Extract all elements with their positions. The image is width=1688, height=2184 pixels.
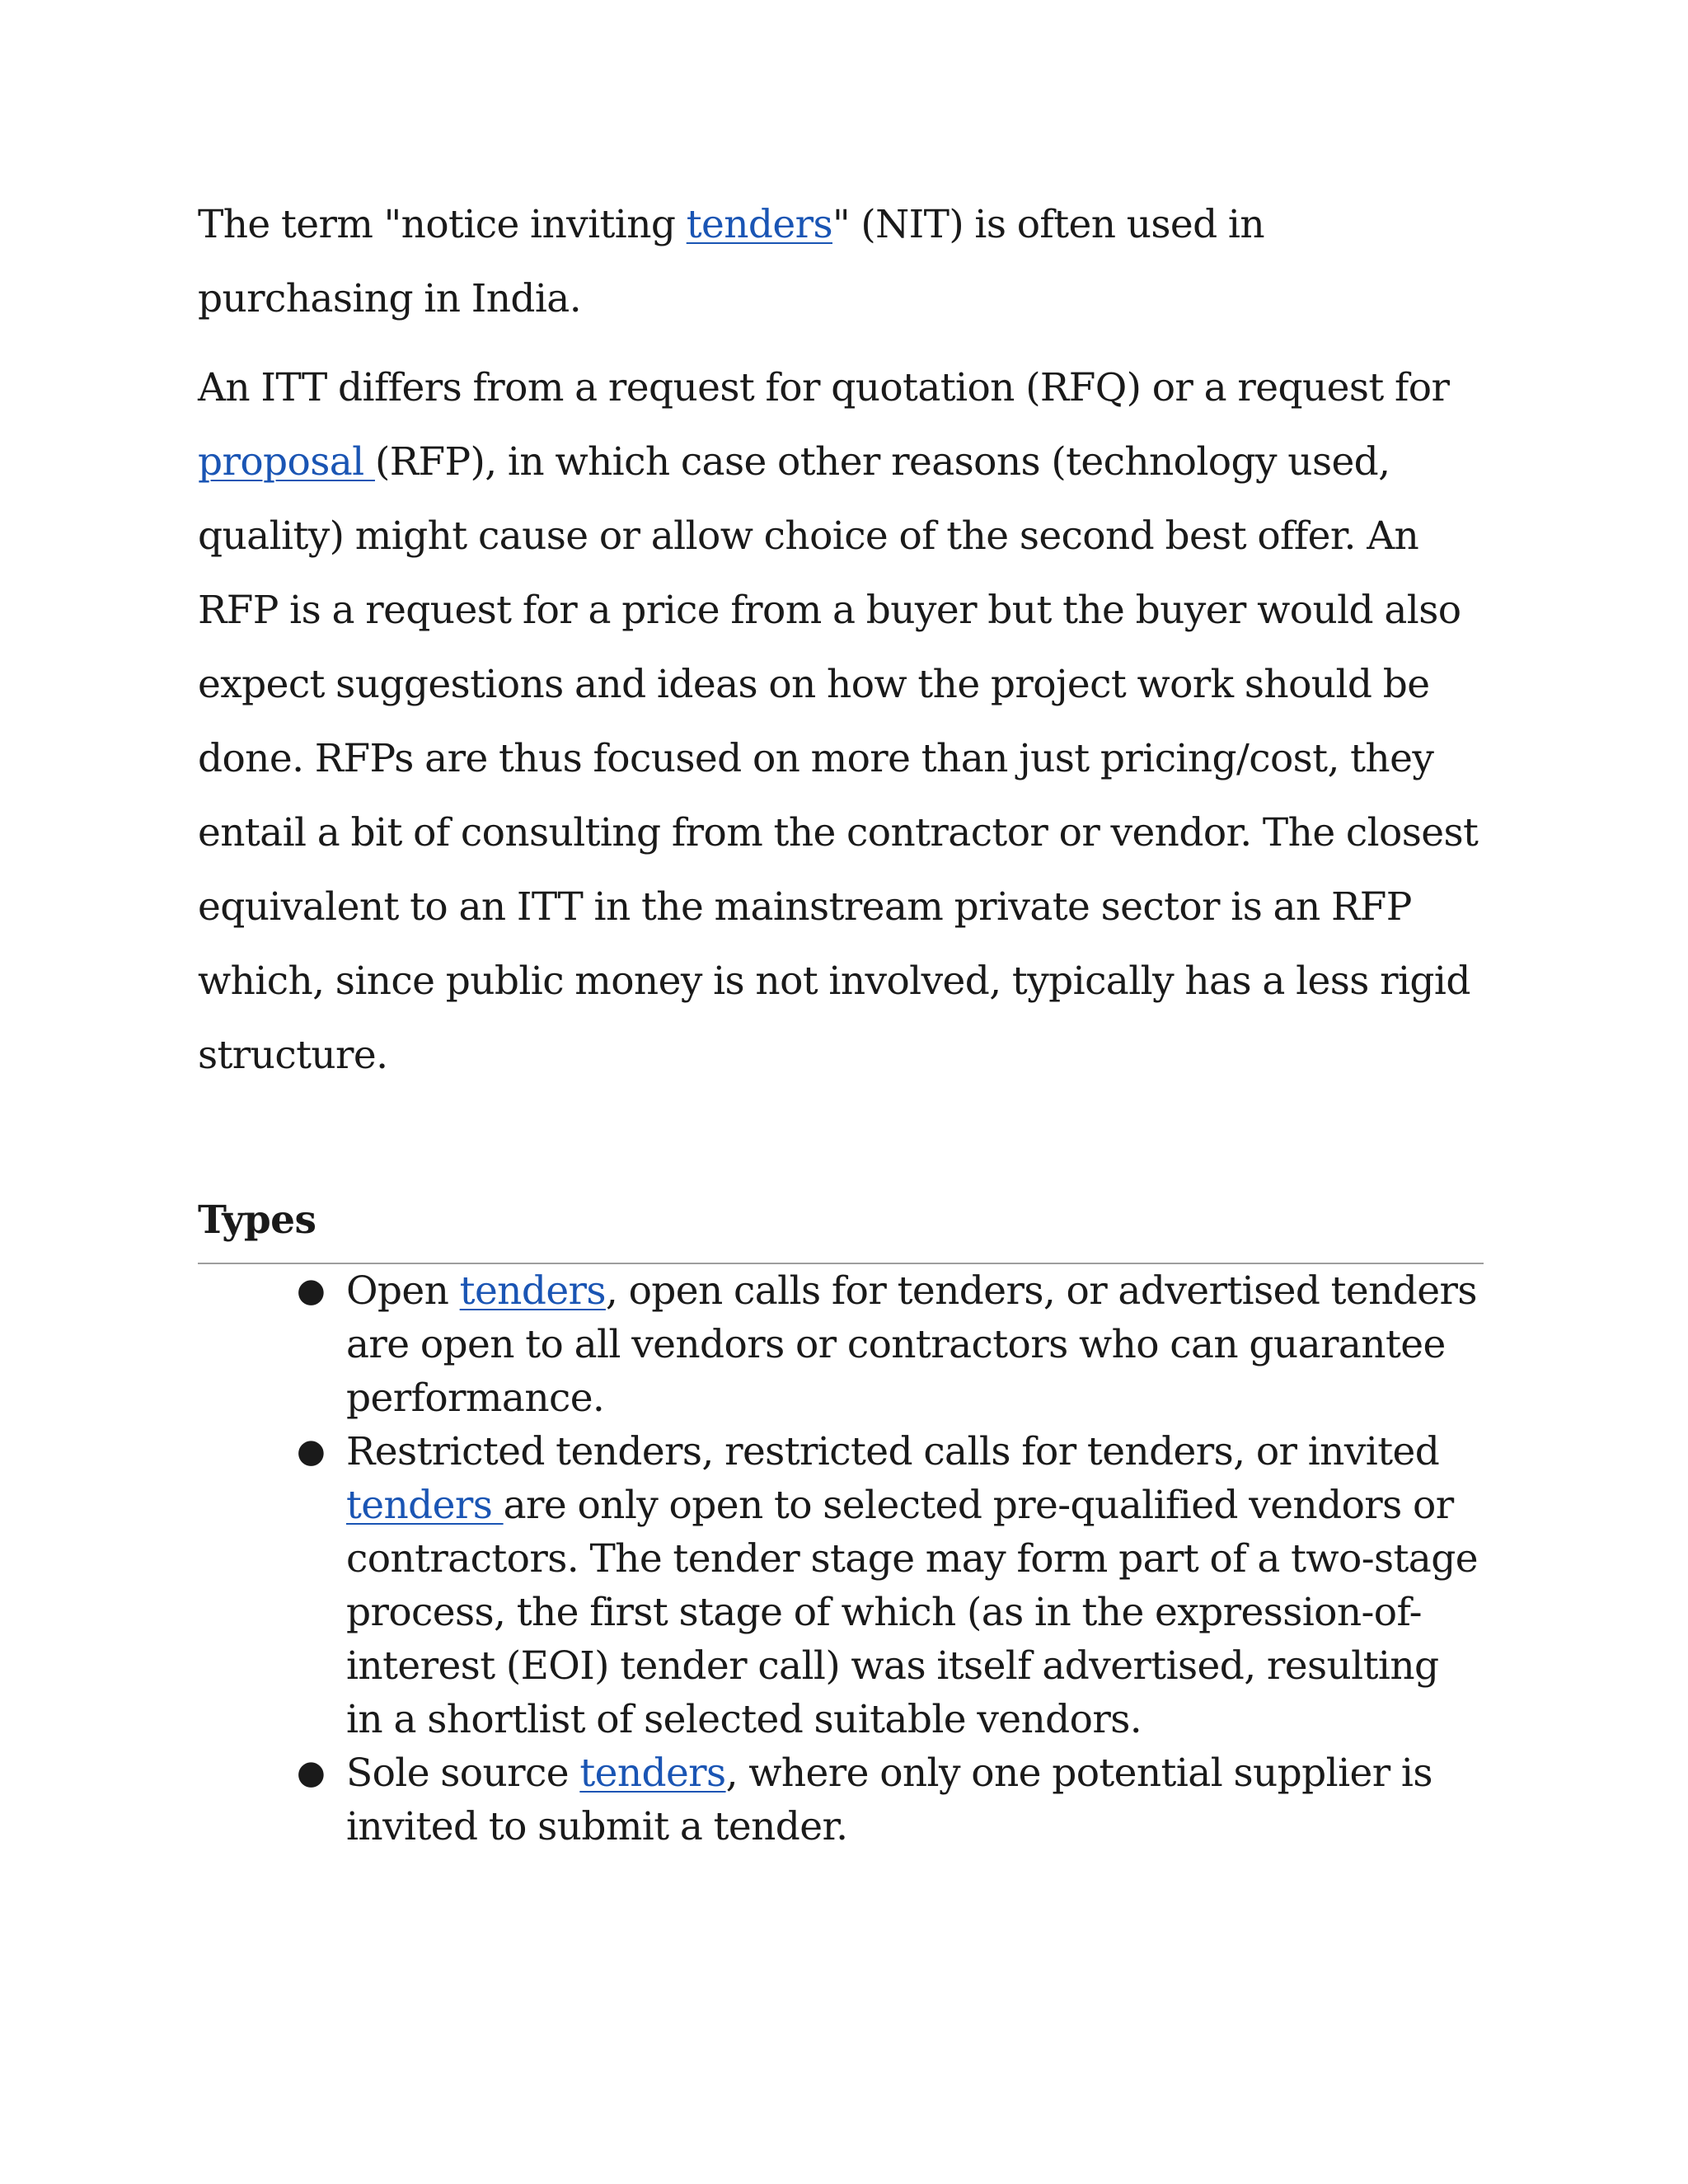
link-tenders[interactable]: tenders (686, 202, 832, 247)
paragraph-nit (198, 188, 1484, 336)
list-item-open-tenders (297, 1264, 1484, 1425)
list-item-sole-source-tenders (297, 1746, 1484, 1854)
paragraph-itt-text-before: An ITT differs from a request for quotation (RFQ) or a request for (198, 365, 1450, 410)
paragraph-nit-text-before: The term "notice inviting (198, 202, 687, 247)
link-tenders-restricted[interactable]: tenders (346, 1483, 504, 1528)
list-item-text-before: Sole source (346, 1750, 580, 1796)
list-item-text-after: , open calls for tenders, or advertised tenders are open to all vendors or contractors who can guarantee performance. (346, 1268, 1477, 1421)
link-tenders-open[interactable]: tenders (459, 1268, 606, 1314)
list-item-text-after: are only open to selected pre-qualified vendors or contractors. The tender stage may form part of a two-stage process, the first stage of which (as in the expression-of-interest (EOI) tender call) was itself advertised, resulting in a shortlist of selected suitable vendors. (346, 1483, 1478, 1742)
list-item-text-before: Open (346, 1268, 460, 1314)
list-item-text-after: , where only one potential supplier is invited to submit a tender. (346, 1750, 1432, 1849)
paragraph-itt-text-after: (RFP), in which case other reasons (technology used, quality) might cause or allow choice of the second best offer. An RFP is a request for a price from a buyer but the buyer would also expect suggestions and ideas on how the project work should be done. RFPs are thus focused on more than just pricing/cost, they entail a bit of consulting from the contractor or vendor. The closest equivalent to an ITT in the mainstream private sector is an RFP which, since public money is not involved, typically has a less rigid structure. (198, 439, 1479, 1078)
bullet-icon: ● (297, 1272, 326, 1310)
paragraph-nit-text-after: " (NIT) is often used in purchasing in India. (198, 202, 1265, 321)
bullet-icon: ● (297, 1754, 326, 1792)
bullet-icon: ● (297, 1432, 326, 1470)
paragraph-itt-vs-rfq (198, 351, 1484, 1093)
link-proposal[interactable]: proposal (198, 439, 375, 485)
link-tenders-sole-source[interactable]: tenders (579, 1750, 726, 1796)
document-page (198, 188, 1484, 1849)
list-item-text-before: Restricted tenders, restricted calls for tenders, or invited (346, 1429, 1440, 1474)
list-item-restricted-tenders (297, 1425, 1484, 1746)
types-list (198, 1264, 1484, 1854)
section-heading-types: Types (198, 1183, 1484, 1264)
